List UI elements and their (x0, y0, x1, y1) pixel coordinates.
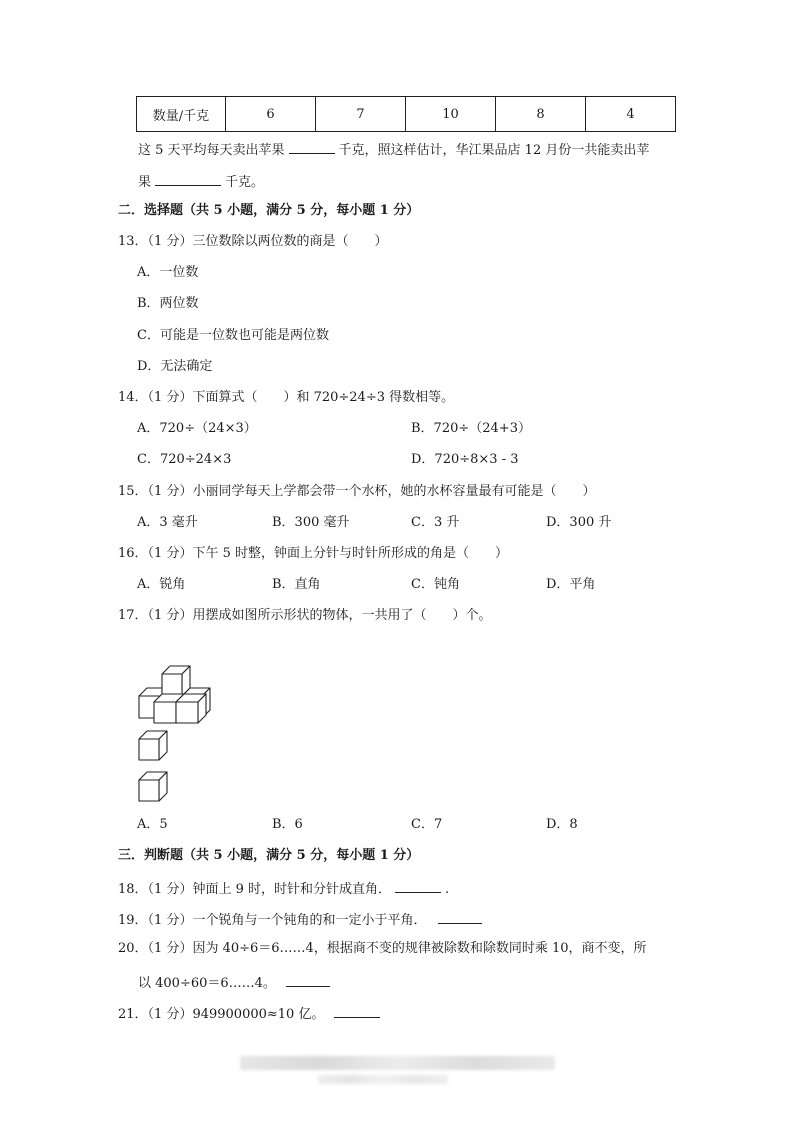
q12-text-d: 千克。 (225, 175, 265, 190)
option-b[interactable]: B．300 毫升 (272, 515, 350, 530)
quantity-table (136, 96, 676, 132)
question-stem: 14．（1 分）下面算式（ ）和 720÷24÷3 得数相等。 (118, 390, 455, 405)
option-a[interactable]: A．3 毫升 (137, 515, 198, 530)
table-cell: 8 (496, 97, 586, 132)
section-heading: 三．判断题（共 5 小题，满分 5 分，每小题 1 分） (118, 848, 420, 863)
table-cell: 4 (586, 97, 676, 132)
q18-end: . (444, 882, 450, 897)
option-b[interactable]: B．6 (272, 817, 303, 832)
question-stem: 15．（1 分）小丽同学每天上学都会带一个水杯，她的水杯容量最有可能是（ ） (118, 484, 596, 499)
q12-line2 (138, 171, 264, 192)
option-a[interactable]: A．5 (137, 817, 168, 832)
answer-blank[interactable] (438, 909, 482, 924)
answer-blank[interactable] (334, 1003, 380, 1018)
question-stem: 13．（1 分）三位数除以两位数的商是（ ） (118, 234, 388, 249)
option-b[interactable]: B．720÷（24+3） (411, 421, 531, 436)
question-stem: 18．（1 分）钟面上 9 时，时针和分针成直角． (118, 882, 391, 897)
option-d[interactable]: D．8 (546, 817, 578, 832)
question-stem: 16．（1 分）下午 5 时整，钟面上分针与时针所形成的角是（ ） (118, 546, 508, 561)
q12-text-a: 这 5 天平均每天卖出苹果 (138, 143, 285, 158)
option-c[interactable]: C．720÷24×3 (137, 452, 232, 467)
answer-blank[interactable] (289, 139, 335, 154)
q12-text-b: 千克，照这样估计，华江果品店 12 月份一共能卖出苹 (338, 143, 650, 158)
option-c[interactable]: C．可能是一位数也可能是两位数 (137, 328, 329, 343)
table-header-cell: 数量/千克 (137, 97, 226, 132)
option-a[interactable]: A．锐角 (137, 577, 186, 592)
cube-front-right (176, 694, 206, 723)
option-b[interactable]: B．两位数 (137, 296, 199, 311)
question-stem: 20．（1 分）因为 40÷6＝6……4，根据商不变的规律被除数和除数同时乘 10，商不变，所 (118, 941, 647, 956)
option-a[interactable]: A．一位数 (137, 265, 199, 280)
option-c[interactable]: C．7 (411, 817, 443, 832)
blurred-footer-sub (318, 1075, 448, 1084)
option-c[interactable]: C．钝角 (411, 577, 460, 592)
question-stem: 17．（1 分）用摆成如图所示形状的物体，一共用了（ ）个。 (118, 608, 492, 623)
blurred-footer (240, 1056, 555, 1070)
answer-blank[interactable] (286, 972, 330, 987)
option-c[interactable]: C．3 升 (411, 515, 460, 530)
table-cell: 6 (226, 97, 316, 132)
question-stem: 19．（1 分）一个锐角与一个钝角的和一定小于平角． (118, 913, 427, 928)
option-a[interactable]: A．720÷（24×3） (137, 421, 257, 436)
judgement-q20-line2 (138, 972, 334, 993)
table-row (137, 97, 676, 132)
answer-blank[interactable] (155, 171, 221, 186)
cube-single-2 (139, 772, 167, 801)
answer-blank[interactable] (395, 878, 441, 893)
cube-single-1 (139, 731, 167, 760)
question-stem: 21．（1 分）949900000≈10 亿。 (118, 1007, 325, 1022)
option-d[interactable]: D．无法确定 (137, 359, 213, 374)
table-cell: 7 (316, 97, 406, 132)
option-b[interactable]: B．直角 (272, 577, 321, 592)
option-d[interactable]: D．300 升 (546, 515, 612, 530)
judgement-q21 (118, 1003, 384, 1024)
table-cell: 10 (406, 97, 496, 132)
question-stem-cont: 以 400÷60＝6……4。 (138, 976, 276, 991)
cube-views-figure (136, 660, 226, 810)
q12-line1 (138, 139, 649, 160)
judgement-q18 (118, 878, 449, 899)
option-d[interactable]: D．平角 (546, 577, 596, 592)
section-heading: 二．选择题（共 5 小题，满分 5 分，每小题 1 分） (118, 203, 420, 218)
judgement-q19 (118, 909, 486, 930)
option-d[interactable]: D．720÷8×3 - 3 (411, 452, 519, 467)
q12-text-c: 果 (138, 175, 152, 190)
